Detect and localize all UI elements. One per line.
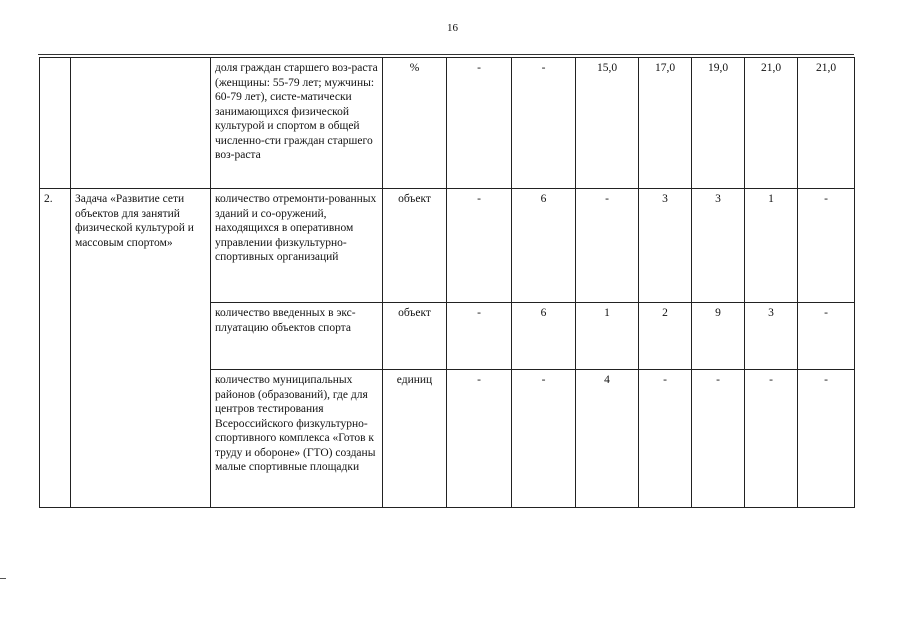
value-cell: 3	[692, 189, 745, 303]
value-cell: -	[798, 189, 855, 303]
row-number: 2.	[40, 189, 71, 508]
value-cell: -	[512, 58, 576, 189]
value-cell: -	[447, 189, 512, 303]
value-cell: 21,0	[798, 58, 855, 189]
task-cell: Задача «Развитие сети объектов для занятий физической культурой и массовым спортом»	[71, 189, 211, 508]
indicator-cell: количество муниципальных районов (образований), где для центров тестирования Всероссийского физкультурно-спортивного комплекса «Готов к труду и обороне» (ГТО) созданы малые спортивные площадки	[211, 370, 383, 508]
value-cell: 4	[576, 370, 639, 508]
value-cell: -	[798, 303, 855, 370]
value-cell: 6	[512, 189, 576, 303]
value-cell: 1	[745, 189, 798, 303]
value-cell: -	[798, 370, 855, 508]
row-number	[40, 58, 71, 189]
value-cell: 3	[745, 303, 798, 370]
table-row	[40, 58, 855, 189]
value-cell: 15,0	[576, 58, 639, 189]
unit-cell: объект	[383, 303, 447, 370]
value-cell: -	[447, 58, 512, 189]
indicator-cell: количество отремонти-рованных зданий и со-оружений, находящихся в оперативном управлении физкультурно-спортивных организаций	[211, 189, 383, 303]
value-cell: 9	[692, 303, 745, 370]
edge-mark	[0, 578, 6, 579]
value-cell: -	[447, 303, 512, 370]
value-cell: 17,0	[639, 58, 692, 189]
unit-cell: %	[383, 58, 447, 189]
value-cell: 21,0	[745, 58, 798, 189]
indicator-cell: количество введенных в экс-плуатацию объектов спорта	[211, 303, 383, 370]
unit-cell: объект	[383, 189, 447, 303]
value-cell: 3	[639, 189, 692, 303]
value-cell: -	[692, 370, 745, 508]
task-cell	[71, 58, 211, 189]
value-cell: -	[745, 370, 798, 508]
indicators-table	[39, 57, 855, 508]
table-row	[40, 189, 855, 303]
value-cell: -	[512, 370, 576, 508]
header-divider	[38, 54, 854, 55]
indicator-cell: доля граждан старшего воз-раста (женщины: 55-79 лет; мужчины: 60-79 лет), систе-матически занимающихся физической культурой и спортом в общей численно-сти граждан старшего воз-раста	[211, 58, 383, 189]
page-number: 16	[447, 22, 458, 34]
value-cell: -	[447, 370, 512, 508]
unit-cell: единиц	[383, 370, 447, 508]
value-cell: 6	[512, 303, 576, 370]
value-cell: 1	[576, 303, 639, 370]
value-cell: 19,0	[692, 58, 745, 189]
value-cell: -	[576, 189, 639, 303]
value-cell: 2	[639, 303, 692, 370]
value-cell: -	[639, 370, 692, 508]
